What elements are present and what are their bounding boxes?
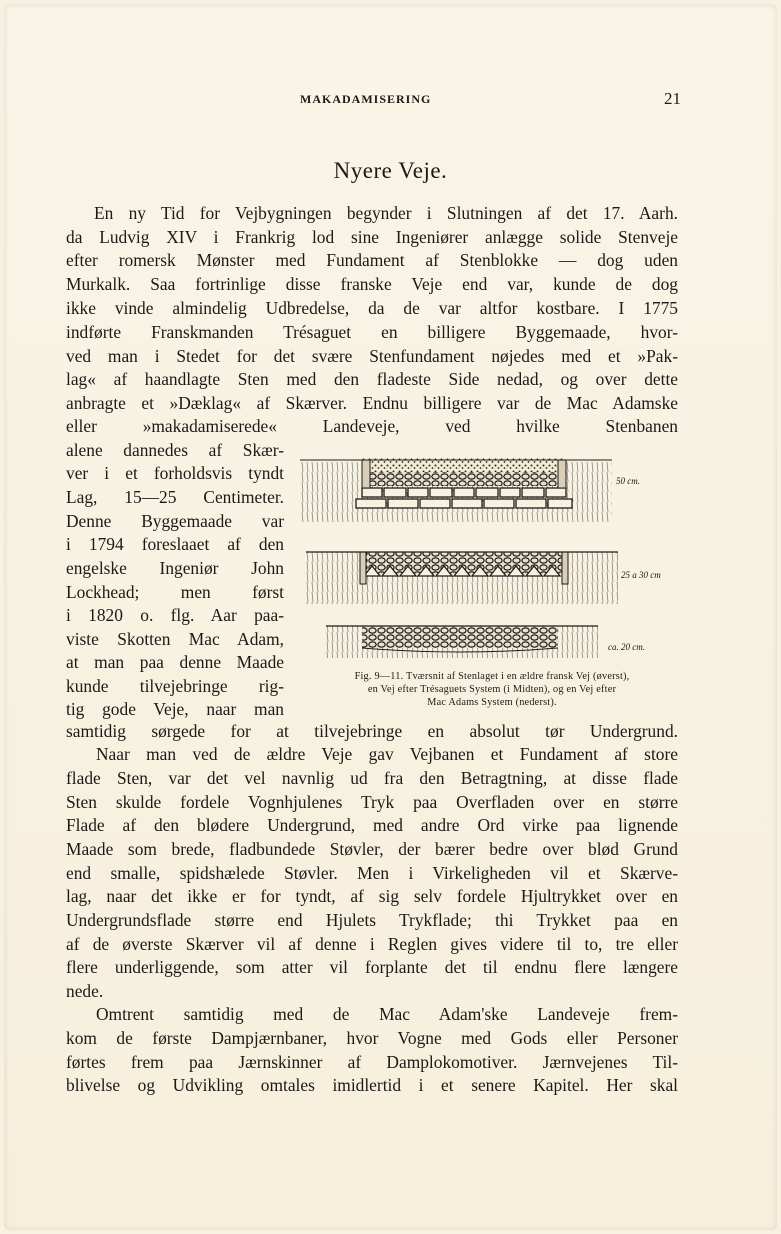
text-line: tig gode Veje, naar man: [66, 699, 284, 719]
text-line: flade Sten, var det vel navnlig ud fra den Betragtning, at disse flade: [66, 768, 678, 788]
text-line: Naar man ved de ældre Veje gav Vejbanen et Fundament af store: [96, 744, 678, 764]
text-line: end smalle, spidshælede Støvler. Men i Virkeligheden vil et Skærve-: [66, 863, 678, 883]
text-line: nede.: [66, 981, 104, 1001]
text-line: lag, naar det ikke er for tyndt, af sig selv fordele Hjultrykket over en: [66, 886, 678, 906]
text-line: i 1820 o. flg. Aar paa-: [66, 605, 284, 625]
text-line: Sten skulde fordele Vognhjulenes Tryk paa Overfladen over en større: [66, 792, 678, 812]
text-line: da Ludvig XIV i Frankrig lod sine Ingeniører anlægge solide Stenveje: [66, 227, 678, 247]
text-line: Maade som brede, fladbundede Støvler, der bærer bedre over blød Grund: [66, 839, 678, 859]
text-line: engelske Ingeniør John: [66, 558, 284, 578]
depth-label-middle: 25 a 30 cm: [621, 570, 661, 580]
depth-label-bottom: ca. 20 cm.: [608, 642, 645, 652]
running-head: [0, 89, 781, 112]
section-title: Nyere Veje.: [333, 158, 448, 183]
running-title: MAKADAMISERING: [300, 92, 432, 106]
caption-line: Mac Adams System (nederst).: [427, 697, 557, 708]
caption-line: Fig. 9—11. Tværsnit af Stenlaget i en ældre fransk Vej (øverst),: [354, 671, 630, 682]
depth-label-top: 50 cm.: [616, 476, 640, 486]
text-line: ikke vinde almindelig Udbredelse, da de var altfor kostbare. I 1775: [66, 298, 678, 318]
figure-caption: [296, 670, 688, 709]
old-french-road-section: [300, 458, 612, 522]
text-line: at man paa denne Maade: [66, 652, 284, 672]
road-cross-section-figure: [296, 452, 688, 712]
text-line: Murkalk. Saa fortrinlige disse franske Veje end var, kunde de dog: [66, 274, 678, 294]
text-line: ved man i Stedet for det svære Stenfundament nøjedes med et »Pak-: [66, 346, 678, 366]
caption-line: en Vej efter Trésaguets System (i Midten), og en Vej efter: [367, 684, 617, 695]
text-line: En ny Tid for Vejbygningen begynder i Slutningen af det 17. Aarh.: [94, 203, 678, 223]
text-line: indførte Franskmanden Trésaguet en billigere Byggemaade, hvor-: [66, 322, 678, 342]
text-line: alene dannedes af Skær-: [66, 440, 284, 460]
page-number: 21: [664, 89, 681, 108]
text-line: lag« af haandlagte Sten med den fladeste Side nedad, og over dette: [66, 369, 678, 389]
text-line: i 1794 foreslaaet af den: [66, 534, 284, 554]
macadam-road-section: [326, 626, 598, 658]
text-line: Omtrent samtidig med de Mac Adam'ske Landeveje frem-: [96, 1004, 678, 1024]
text-line: efter romersk Mønster med Fundament af Stenblokke — dog uden: [66, 250, 678, 270]
text-line: flere underliggende, som atter vil forplante det til endnu flere længere: [66, 957, 678, 977]
text-line: kom de første Dampjærnbaner, hvor Vogne med Gods eller Personer: [66, 1028, 678, 1048]
tresaguet-road-section: [306, 552, 618, 604]
text-line: blivelse og Udvikling omtales imidlertid i et senere Kapitel. Her skal: [66, 1075, 678, 1095]
text-line: eller »makadamiserede« Landeveje, ved hvilke Stenbanen: [66, 416, 678, 436]
text-line: førtes frem paa Jærnskinner af Damplokomotiver. Jærnvejenes Til-: [66, 1052, 678, 1072]
text-line: kunde tilvejebringe rig-: [66, 676, 284, 696]
text-line: viste Skotten Mac Adam,: [66, 629, 284, 649]
text-line: ver i et forholdsvis tyndt: [66, 463, 284, 483]
text-line: Lockhead; men først: [66, 582, 284, 602]
text-line: samtidig sørgede for at tilvejebringe en absolut tør Undergrund.: [66, 721, 678, 741]
text-line: Flade af den blødere Undergrund, med andre Ord virke paa lignende: [66, 815, 678, 835]
text-line: Lag, 15—25 Centimeter.: [66, 487, 284, 507]
text-line: anbragte et »Dæklag« af Skærver. Endnu billigere var de Mac Adamske: [66, 393, 678, 413]
text-line: Denne Byggemaade var: [66, 511, 284, 531]
text-line: af de øverste Skærver vil af denne i Reglen gives videre til to, tre eller: [66, 934, 678, 954]
text-line: Undergrundsflade større end Hjulets Trykflade; thi Trykket paa en: [66, 910, 678, 930]
